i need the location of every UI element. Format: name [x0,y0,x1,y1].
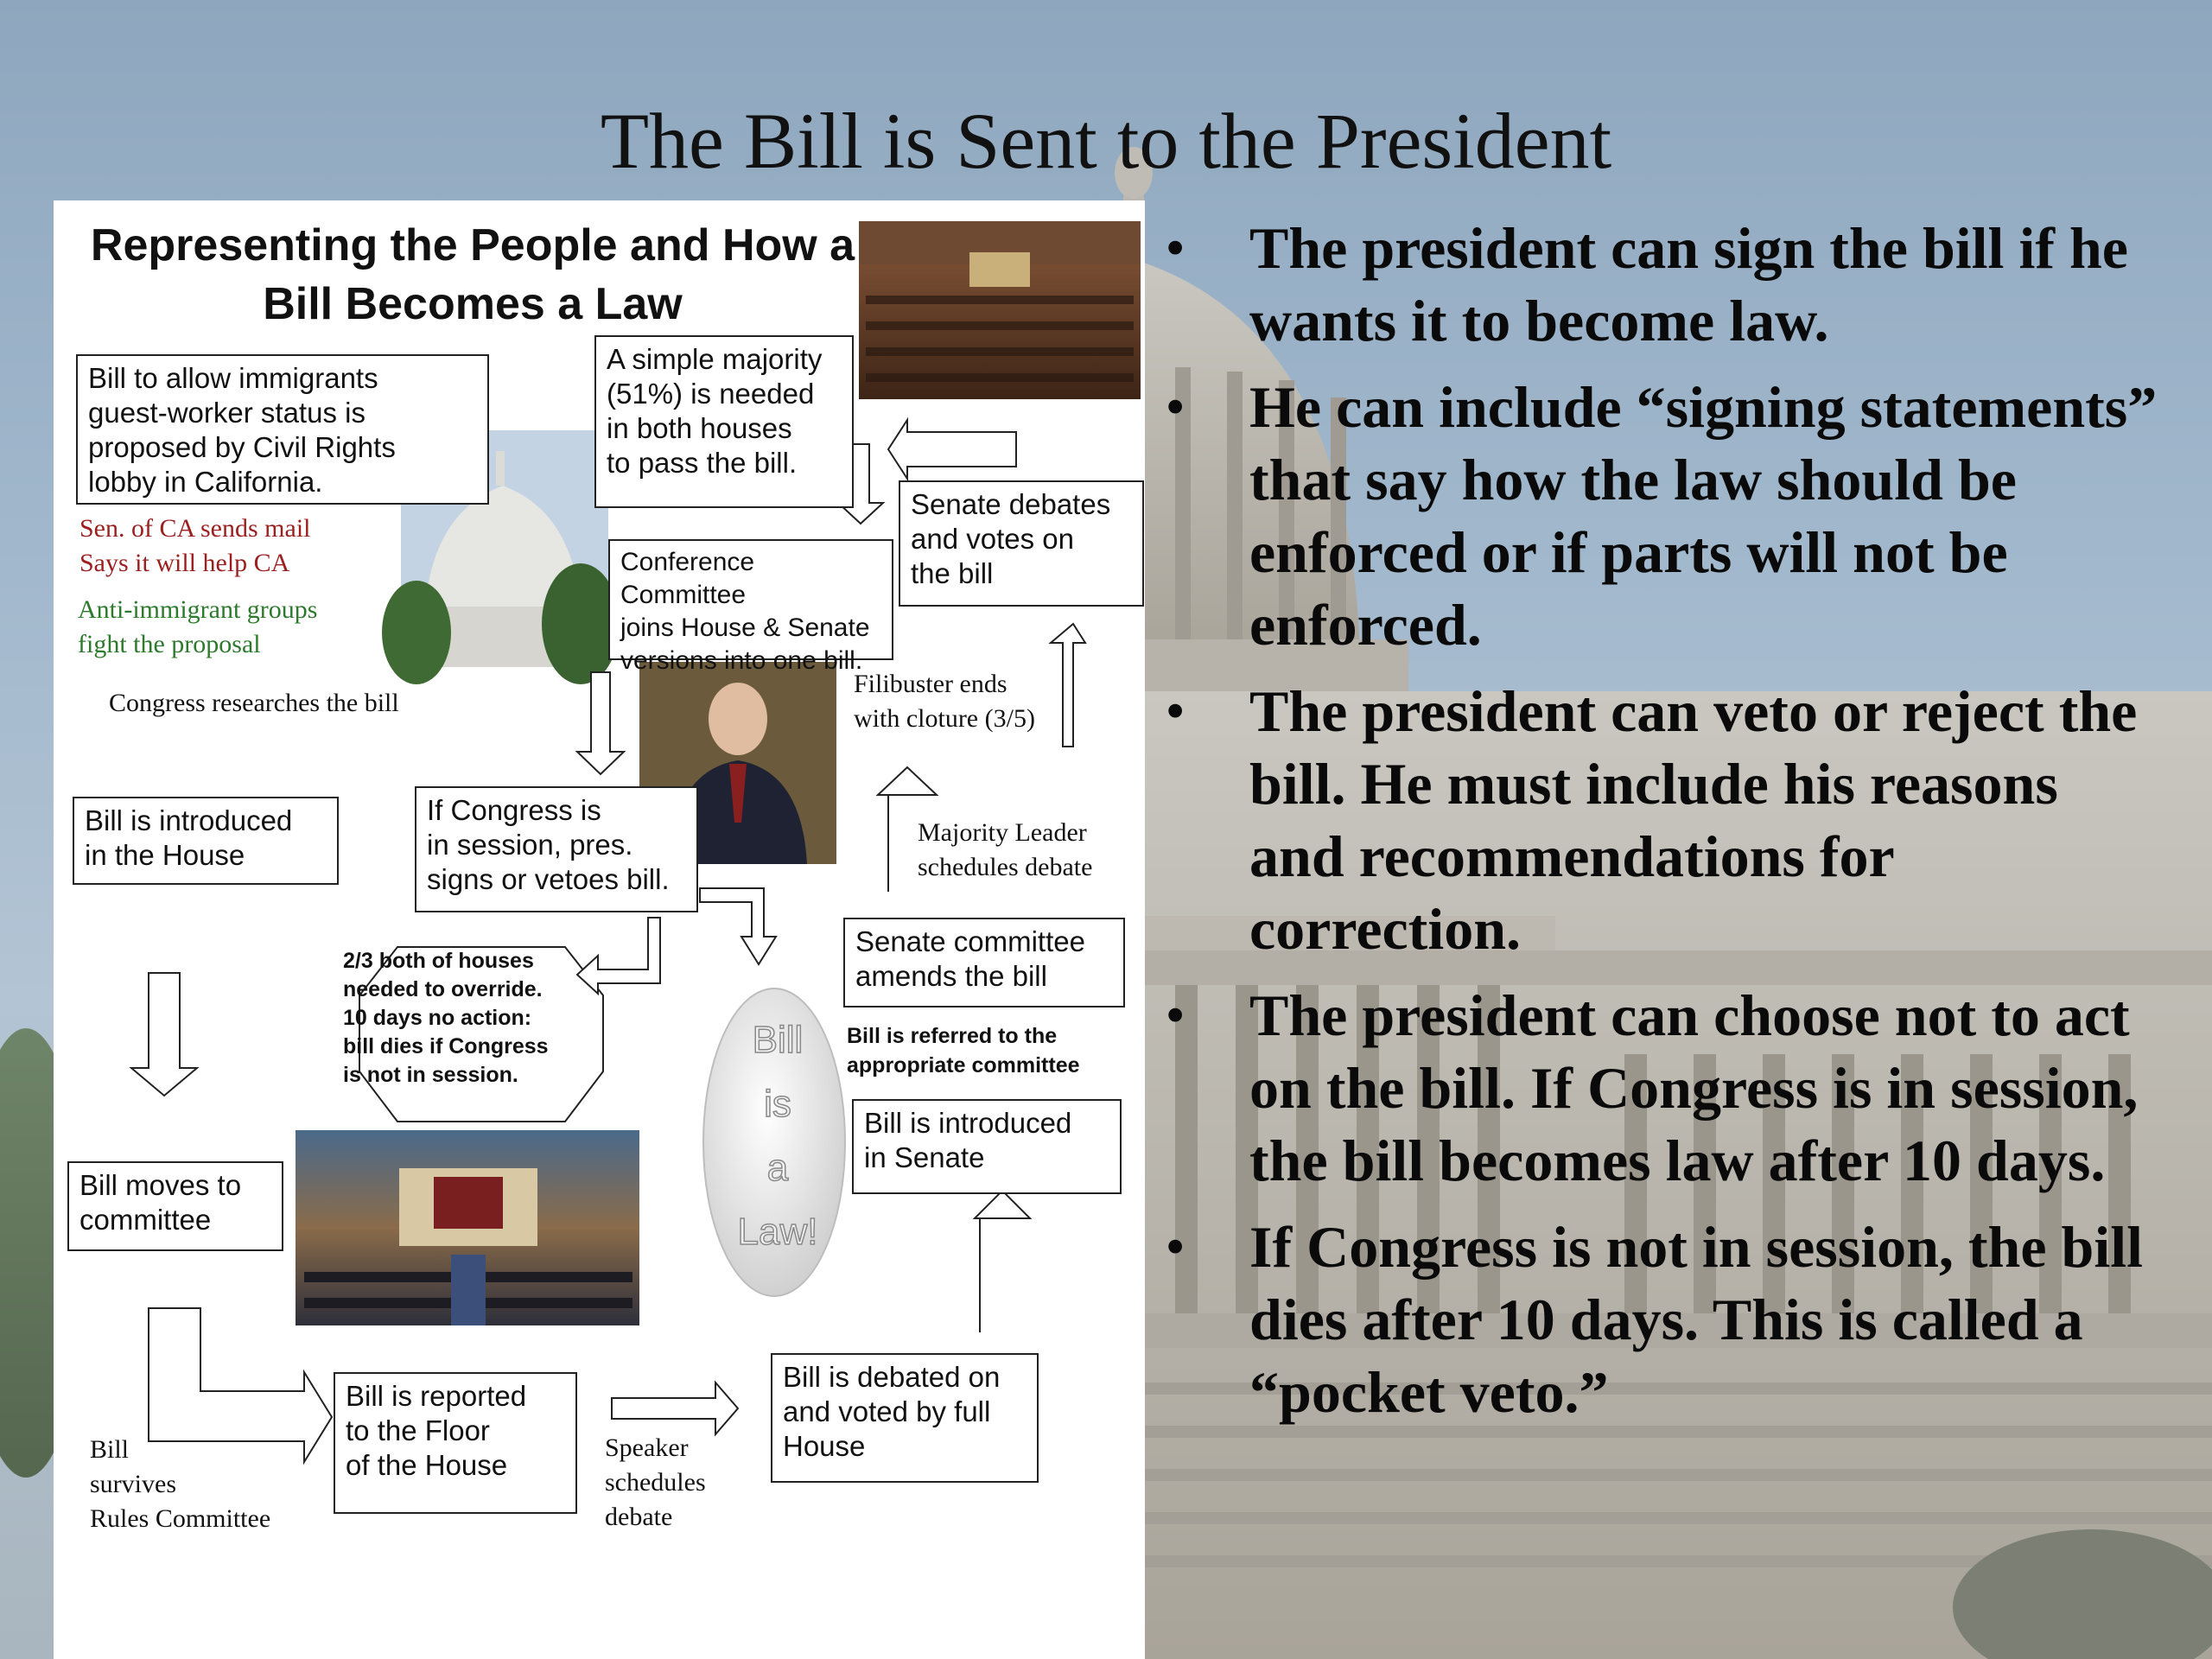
majority-leader-note: Majority Leader schedules debate [918,818,1093,881]
referred-note: Bill is referred to the appropriate committee [847,1024,1080,1077]
flowchart-panel [54,200,1145,1659]
bullet-list [1166,212,2160,1442]
speaker-note: Speaker schedules debate [605,1433,706,1531]
arrow-up-icon [1051,624,1085,747]
bullet-dot: • [1166,1218,1185,1274]
bullet-text: The president can veto or reject the bill. He must include his reasons and recommendations for correction. [1249,678,2138,962]
congress-chamber-photo [859,221,1141,399]
bullet-text: The president can choose not to act on the bill. If Congress is in session, the bill becomes law after 10 days. [1249,982,2139,1193]
bullet-dot: • [1166,683,1185,739]
proposal-box: Bill to allow immigrants guest-worker status is proposed by Civil Rights lobby in California. [76,354,489,505]
senate-debates-box: Senate debates and votes on the bill [899,480,1144,607]
arrow-down-icon [577,672,624,774]
reported-floor-box: Bill is reported to the Floor of the House [334,1372,577,1514]
override-text: 2/3 both of houses needed to override. 10 days no action: bill dies if Congress is not in session. [343,949,549,1087]
bullet-text: The president can sign the bill if he wants it to become law. [1249,215,2128,353]
bullet-item [1166,212,2160,357]
congress-researches-note: Congress researches the bill [109,689,399,717]
president-action-box: If Congress is in session, pres. signs or vetoes bill. [415,786,698,912]
bullet-dot: • [1166,987,1185,1043]
bullet-text: He can include “signing statements” that say how the law should be enforced or if parts will not be enforced. [1249,374,2158,658]
arrow-right-icon [612,1382,738,1434]
arrow-down-icon [131,973,197,1096]
slide-title: The Bill is Sent to the President [600,97,1612,185]
majority-box: A simple majority (51%) is needed in both houses to pass the bill. [594,335,854,508]
senator-mail-note: Sen. of CA sends mail Says it will help CA [79,514,311,577]
bill-is-law-text: Bill is a Law! [737,1019,818,1253]
bullet-item [1166,675,2160,965]
anti-immigrant-note: Anti-immigrant groups fight the proposal [78,595,318,658]
moves-committee-box: Bill moves to committee [67,1161,283,1251]
filibuster-note: Filibuster ends with cloture (3/5) [854,670,1035,733]
bullet-text: If Congress is not in session, the bill dies after 10 days. This is called a “pocket veto.” [1249,1214,2144,1425]
bullet-dot: • [1166,219,1185,276]
introduced-house-box: Bill is introduced in the House [73,797,339,885]
bullet-dot: • [1166,378,1185,435]
introduced-senate-box: Bill is introduced in Senate [852,1099,1122,1194]
conference-committee-box: Conference Committee joins House & Senate versions into one bill. [608,539,893,660]
bullet-item [1166,979,2160,1197]
bullet-item [1166,371,2160,661]
arrow-bent-down-icon [700,888,776,964]
diagram-title: Representing the People and How a Bill Becomes a Law [90,220,855,329]
rules-committee-note: Bill survives Rules Committee [90,1435,271,1533]
bullet-item [1166,1211,2160,1428]
house-chamber-photo [296,1130,639,1325]
senate-committee-box: Senate committee amends the bill [843,918,1125,1007]
arrow-up-icon [975,1191,1030,1332]
arrow-left-icon [888,420,1016,479]
debated-house-box: Bill is debated on and voted by full House [771,1353,1039,1483]
